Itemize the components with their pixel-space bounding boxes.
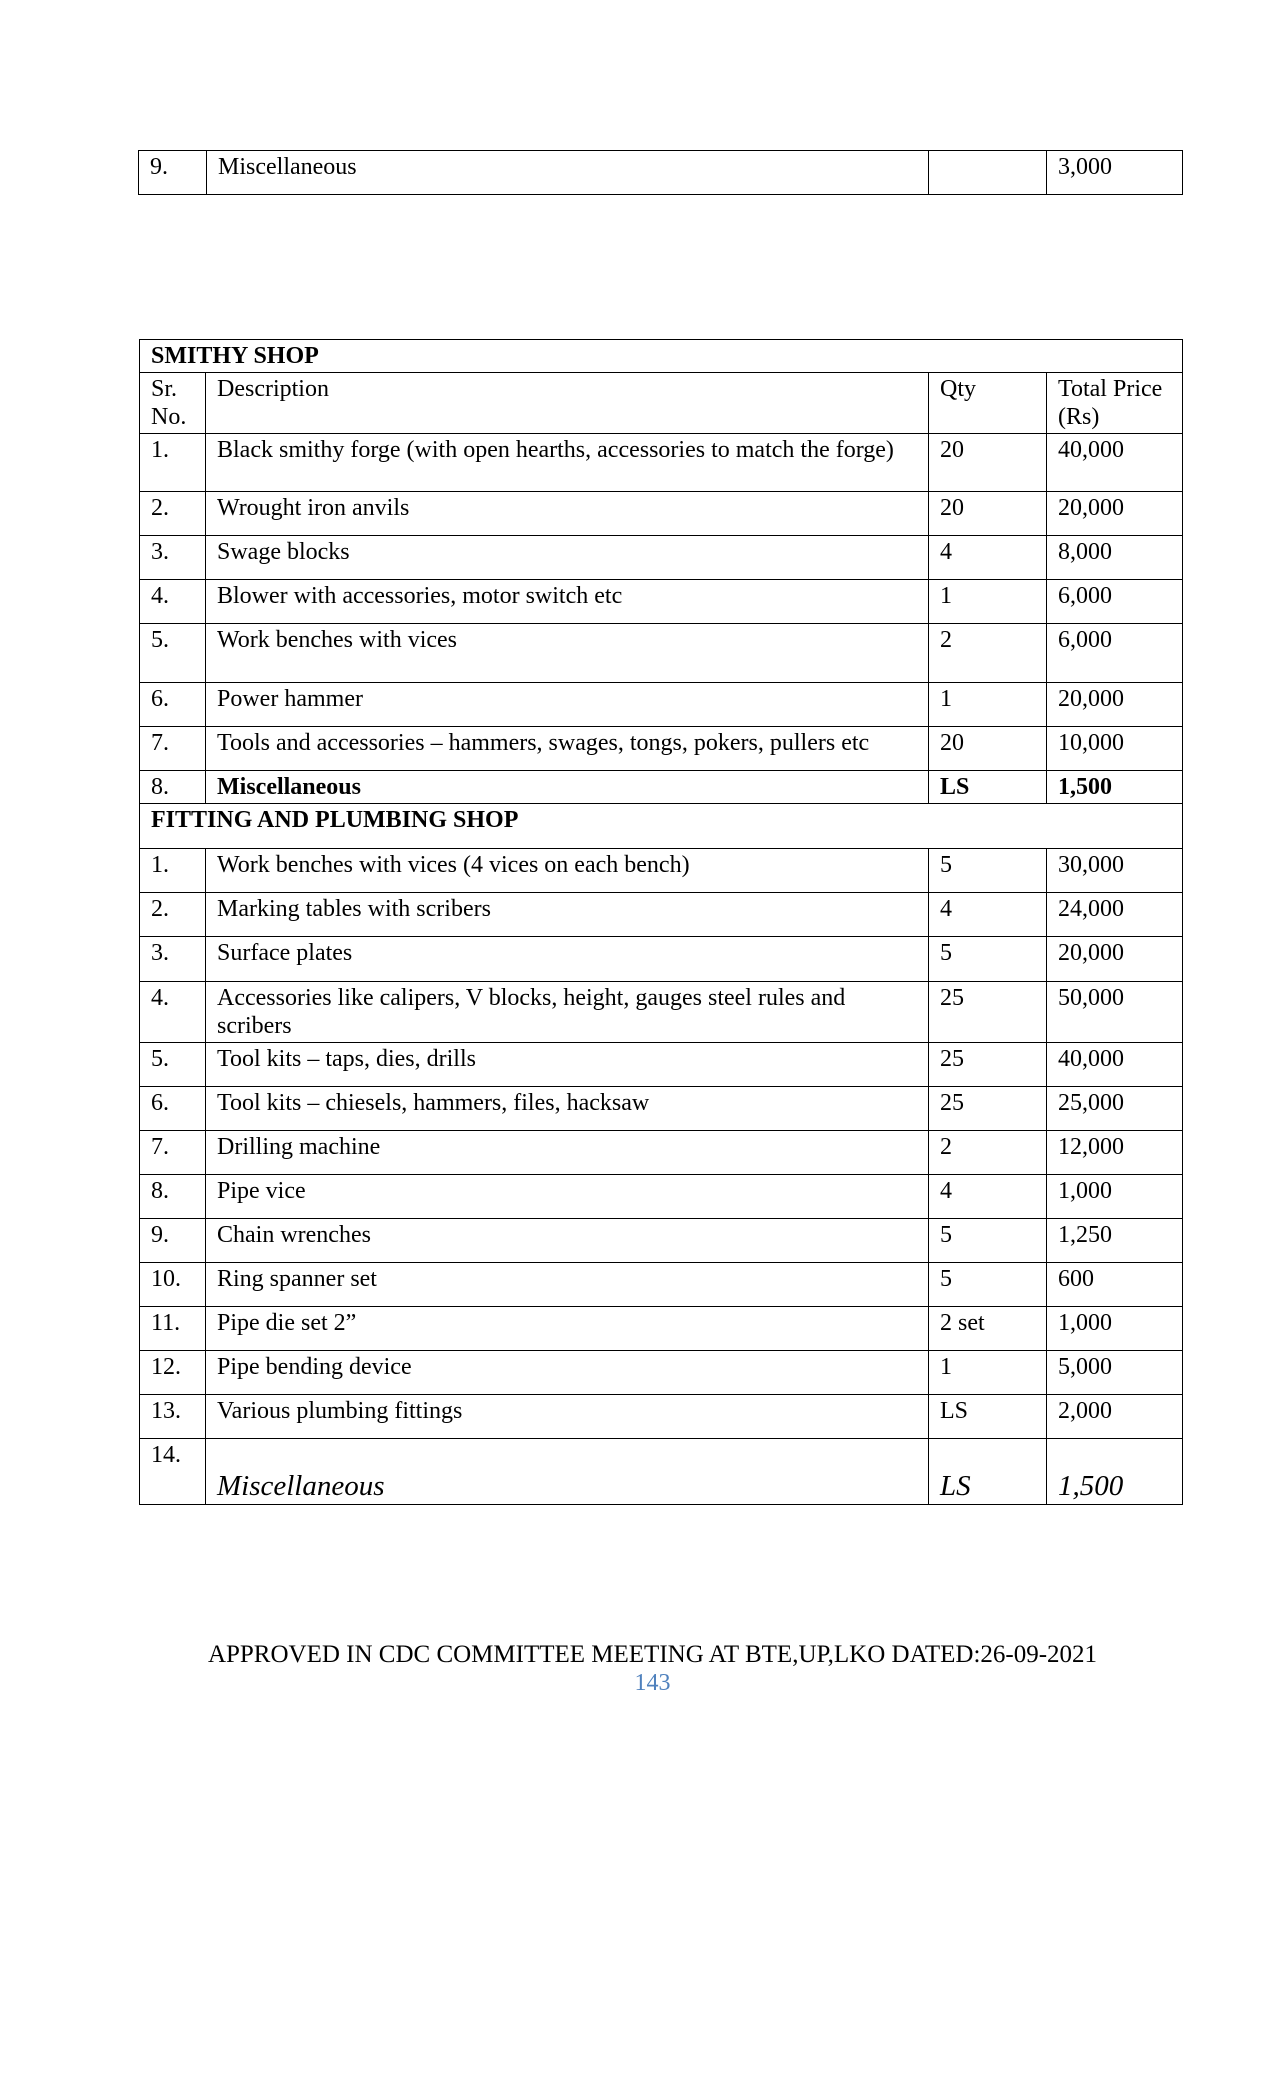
table-row bbox=[140, 849, 1183, 893]
table-row bbox=[140, 1131, 1183, 1175]
sr-cell: 1. bbox=[140, 434, 206, 492]
sr-cell: 13. bbox=[140, 1395, 206, 1439]
description-cell: Surface plates bbox=[206, 937, 929, 982]
sr-cell: 8. bbox=[140, 1175, 206, 1219]
qty-cell: 5 bbox=[929, 937, 1047, 982]
qty-cell: 20 bbox=[929, 727, 1047, 771]
qty-cell: LS bbox=[929, 1395, 1047, 1439]
price-cell: 20,000 bbox=[1047, 937, 1183, 982]
table-row bbox=[140, 937, 1183, 982]
price-cell: 6,000 bbox=[1047, 580, 1183, 624]
qty-cell: 2 set bbox=[929, 1307, 1047, 1351]
description-cell: Work benches with vices bbox=[206, 624, 929, 683]
table-row bbox=[140, 624, 1183, 683]
qty-cell: 25 bbox=[929, 982, 1047, 1043]
section-title: FITTING AND PLUMBING SHOP bbox=[140, 804, 1183, 849]
description-cell: Tool kits – chiesels, hammers, files, hacksaw bbox=[206, 1087, 929, 1131]
price-cell: 40,000 bbox=[1047, 1043, 1183, 1087]
price-cell: 40,000 bbox=[1047, 434, 1183, 492]
price-cell: 50,000 bbox=[1047, 982, 1183, 1043]
description-cell: Chain wrenches bbox=[206, 1219, 929, 1263]
price-cell: 5,000 bbox=[1047, 1351, 1183, 1395]
table-row bbox=[140, 683, 1183, 727]
description-cell: Tools and accessories – hammers, swages, tongs, pokers, pullers etc bbox=[206, 727, 929, 771]
description-cell: Black smithy forge (with open hearths, accessories to match the forge) bbox=[206, 434, 929, 492]
approval-footer: APPROVED IN CDC COMMITTEE MEETING AT BTE,UP,LKO DATED:26-09-2021 bbox=[207, 1641, 1098, 1668]
qty-cell: 4 bbox=[929, 536, 1047, 580]
table-row bbox=[140, 434, 1183, 492]
table-row bbox=[140, 1395, 1183, 1439]
sr-cell: 10. bbox=[140, 1263, 206, 1307]
description-cell: Swage blocks bbox=[206, 536, 929, 580]
description-cell: Drilling machine bbox=[206, 1131, 929, 1175]
price-cell: 25,000 bbox=[1047, 1087, 1183, 1131]
sr-cell: 2. bbox=[140, 893, 206, 937]
table-row bbox=[140, 536, 1183, 580]
table-row bbox=[140, 727, 1183, 771]
qty-cell: 25 bbox=[929, 1087, 1047, 1131]
table-row bbox=[140, 1219, 1183, 1263]
sr-cell: 7. bbox=[140, 727, 206, 771]
price-cell: 20,000 bbox=[1047, 683, 1183, 727]
description-cell: Various plumbing fittings bbox=[206, 1395, 929, 1439]
table-row bbox=[140, 1351, 1183, 1395]
price-cell: 1,250 bbox=[1047, 1219, 1183, 1263]
price-cell: 1,500 bbox=[1047, 771, 1183, 804]
section-title: SMITHY SHOP bbox=[140, 340, 1183, 373]
qty-cell: 4 bbox=[929, 893, 1047, 937]
table-row bbox=[140, 1043, 1183, 1087]
price-cell: 6,000 bbox=[1047, 624, 1183, 683]
sr-cell: 8. bbox=[140, 771, 206, 804]
description-cell: Miscellaneous bbox=[206, 1439, 929, 1505]
price-cell: 1,000 bbox=[1047, 1175, 1183, 1219]
header-sr: Sr. No. bbox=[140, 373, 206, 434]
qty-cell: 1 bbox=[929, 683, 1047, 727]
table-row bbox=[140, 1307, 1183, 1351]
qty-cell: 2 bbox=[929, 1131, 1047, 1175]
continuation-table bbox=[138, 150, 1183, 195]
table-row bbox=[140, 492, 1183, 536]
qty-cell: 1 bbox=[929, 1351, 1047, 1395]
table-row bbox=[139, 151, 1183, 195]
sr-cell: 7. bbox=[140, 1131, 206, 1175]
table-row bbox=[140, 580, 1183, 624]
sr-cell: 4. bbox=[140, 580, 206, 624]
description-cell: Marking tables with scribers bbox=[206, 893, 929, 937]
description-cell: Work benches with vices (4 vices on each bench) bbox=[206, 849, 929, 893]
equipment-table bbox=[139, 339, 1183, 1505]
description-cell: Pipe die set 2” bbox=[206, 1307, 929, 1351]
qty-cell: 1 bbox=[929, 580, 1047, 624]
price-cell: 600 bbox=[1047, 1263, 1183, 1307]
table-row bbox=[140, 1439, 1183, 1505]
table-row bbox=[140, 1175, 1183, 1219]
description-cell: Ring spanner set bbox=[206, 1263, 929, 1307]
table-row bbox=[140, 771, 1183, 804]
section-header-smithy bbox=[140, 340, 1183, 373]
header-qty: Qty bbox=[929, 373, 1047, 434]
price-cell: 20,000 bbox=[1047, 492, 1183, 536]
price-cell: 1,500 bbox=[1047, 1439, 1183, 1505]
price-cell: 3,000 bbox=[1047, 151, 1183, 195]
sr-cell: 14. bbox=[140, 1439, 206, 1505]
qty-cell: 5 bbox=[929, 1219, 1047, 1263]
qty-cell: 20 bbox=[929, 434, 1047, 492]
sr-cell: 11. bbox=[140, 1307, 206, 1351]
table-row bbox=[140, 1263, 1183, 1307]
sr-cell: 3. bbox=[140, 937, 206, 982]
page-number: 143 bbox=[634, 1670, 671, 1696]
sr-cell: 1. bbox=[140, 849, 206, 893]
description-cell: Pipe bending device bbox=[206, 1351, 929, 1395]
sr-cell: 4. bbox=[140, 982, 206, 1043]
qty-cell: 5 bbox=[929, 1263, 1047, 1307]
description-cell: Miscellaneous bbox=[207, 151, 929, 195]
column-header-row bbox=[140, 373, 1183, 434]
qty-cell bbox=[929, 151, 1047, 195]
price-cell: 10,000 bbox=[1047, 727, 1183, 771]
qty-cell: 5 bbox=[929, 849, 1047, 893]
qty-cell: LS bbox=[929, 771, 1047, 804]
sr-cell: 5. bbox=[140, 1043, 206, 1087]
description-cell: Pipe vice bbox=[206, 1175, 929, 1219]
qty-cell: LS bbox=[929, 1439, 1047, 1505]
sr-cell: 5. bbox=[140, 624, 206, 683]
sr-cell: 9. bbox=[140, 1219, 206, 1263]
qty-cell: 25 bbox=[929, 1043, 1047, 1087]
description-cell: Power hammer bbox=[206, 683, 929, 727]
sr-cell: 6. bbox=[140, 683, 206, 727]
description-cell: Miscellaneous bbox=[206, 771, 929, 804]
price-cell: 1,000 bbox=[1047, 1307, 1183, 1351]
description-cell: Accessories like calipers, V blocks, height, gauges steel rules and scribers bbox=[206, 982, 929, 1043]
description-cell: Wrought iron anvils bbox=[206, 492, 929, 536]
section-header-fitting bbox=[140, 804, 1183, 849]
price-cell: 30,000 bbox=[1047, 849, 1183, 893]
sr-cell: 9. bbox=[139, 151, 207, 195]
sr-cell: 6. bbox=[140, 1087, 206, 1131]
price-cell: 2,000 bbox=[1047, 1395, 1183, 1439]
sr-cell: 3. bbox=[140, 536, 206, 580]
description-cell: Tool kits – taps, dies, drills bbox=[206, 1043, 929, 1087]
description-cell: Blower with accessories, motor switch etc bbox=[206, 580, 929, 624]
header-price: Total Price (Rs) bbox=[1047, 373, 1183, 434]
price-cell: 24,000 bbox=[1047, 893, 1183, 937]
price-cell: 8,000 bbox=[1047, 536, 1183, 580]
table-row bbox=[140, 982, 1183, 1043]
qty-cell: 20 bbox=[929, 492, 1047, 536]
table-row bbox=[140, 1087, 1183, 1131]
sr-cell: 12. bbox=[140, 1351, 206, 1395]
header-description: Description bbox=[206, 373, 929, 434]
qty-cell: 4 bbox=[929, 1175, 1047, 1219]
sr-cell: 2. bbox=[140, 492, 206, 536]
qty-cell: 2 bbox=[929, 624, 1047, 683]
price-cell: 12,000 bbox=[1047, 1131, 1183, 1175]
table-row bbox=[140, 893, 1183, 937]
